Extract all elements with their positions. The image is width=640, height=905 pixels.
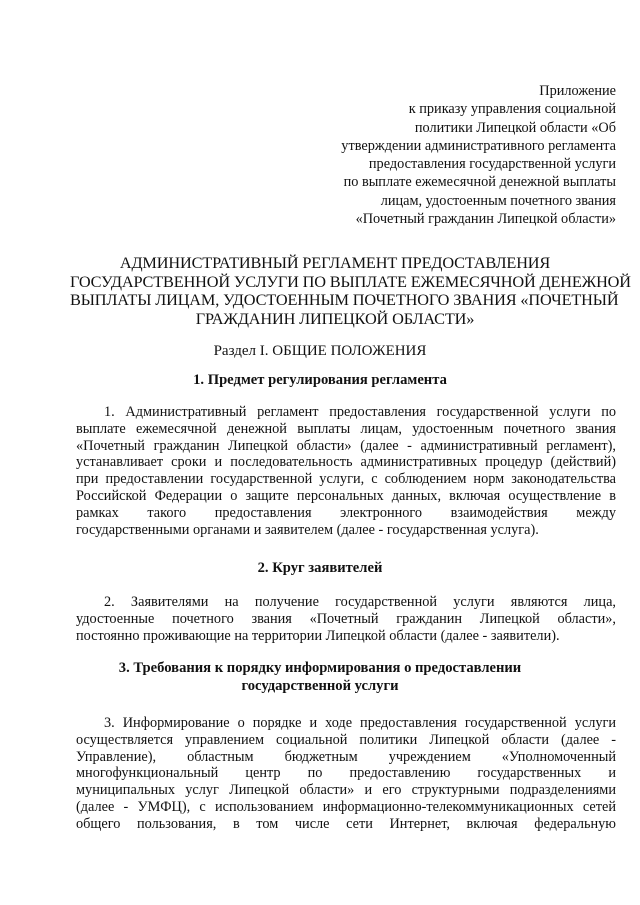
paragraph-line: 3. Информирование о порядке и ходе предоставления государственной услуги (104, 715, 616, 731)
paragraph-line: рамках такого предоставления электронного взаимодействия между (76, 504, 616, 521)
appendix-line: к приказу управления социальной (408, 101, 616, 118)
title-line: ГОСУДАРСТВЕННОЙ УСЛУГИ ПО ВЫПЛАТЕ ЕЖЕМЕСЯЧНОЙ ДЕНЕЖНОЙ (70, 271, 631, 291)
heading-applicants: 2. Круг заявителей (257, 560, 383, 576)
paragraph-line: Управление), областным бюджетным учреждением «Уполномоченный (76, 748, 616, 765)
heading-informing (0, 660, 640, 695)
appendix-header (276, 82, 616, 228)
appendix-line: по выплате ежемесячной денежной выплаты (343, 174, 616, 191)
paragraph-line: осуществляется управлением социальной политики Липецкой области (далее - (76, 731, 616, 748)
paragraph-line: удостоенные почетного звания «Почетный гражданин Липецкой области», (76, 610, 616, 627)
paragraph-line: «Почетный гражданин Липецкой области» (далее - административный регламент), (76, 437, 616, 454)
heading-subject: 1. Предмет регулирования регламента (193, 372, 447, 388)
paragraph-line: устанавливает сроки и последовательность административных процедур (действий) (76, 454, 616, 471)
paragraph-line: (далее - УМФЦ), с использованием информационно-телекоммуникационных сетей (76, 798, 616, 815)
paragraph-line: государственными органами и заявителем (далее - государственная услуга). (76, 521, 539, 538)
appendix-line: Приложение (539, 83, 616, 99)
paragraph-line: 2. Заявителями на получение государственной услуги являются лица, (104, 594, 616, 610)
paragraph-line: выплате ежемесячной денежной выплаты лицам, удостоенным почетного звания (76, 420, 616, 437)
heading-line: 3. Требования к порядку информирования о предоставлении (118, 660, 522, 676)
paragraph-3 (76, 715, 616, 833)
appendix-line: «Почетный гражданин Липецкой области» (355, 211, 616, 228)
section-title: Раздел I. ОБЩИЕ ПОЛОЖЕНИЯ (213, 343, 427, 359)
appendix-line: политики Липецкой области «Об (414, 119, 616, 136)
appendix-line: лицам, удостоенным почетного звания (380, 192, 616, 209)
heading-line: государственной услуги (241, 677, 399, 694)
paragraph-line: общего пользования, в том числе сети Интернет, включая федеральную (76, 815, 616, 832)
paragraph-line: многофункциональный центр по предоставлению государственных и (76, 765, 616, 782)
document-title (70, 253, 631, 329)
paragraph-line: 1. Административный регламент предоставления государственной услуги по (104, 404, 616, 420)
paragraph-line: Российской Федерации о защите персональных данных, включая осуществление в (76, 487, 616, 504)
paragraph-1 (76, 404, 616, 538)
title-line: ВЫПЛАТЫ ЛИЦАМ, УДОСТОЕННЫМ ПОЧЕТНОГО ЗВАНИЯ «ПОЧЕТНЫЙ (70, 290, 619, 310)
appendix-line: предоставления государственной услуги (368, 156, 616, 173)
title-line: АДМИНИСТРАТИВНЫЙ РЕГЛАМЕНТ ПРЕДОСТАВЛЕНИЯ (119, 253, 551, 272)
paragraph-line: постоянно проживающие на территории Липецкой области (далее - заявители). (76, 627, 560, 644)
appendix-line: утверждении административного регламента (341, 137, 616, 154)
paragraph-line: при предоставлении государственной услуги, с соблюдением норм законодательства (76, 471, 616, 488)
title-line: ГРАЖДАНИН ЛИПЕЦКОЙ ОБЛАСТИ» (195, 309, 475, 329)
paragraph-line: муниципальных услуг Липецкой области» и его структурными подразделениями (76, 782, 616, 799)
paragraph-2 (76, 594, 616, 644)
